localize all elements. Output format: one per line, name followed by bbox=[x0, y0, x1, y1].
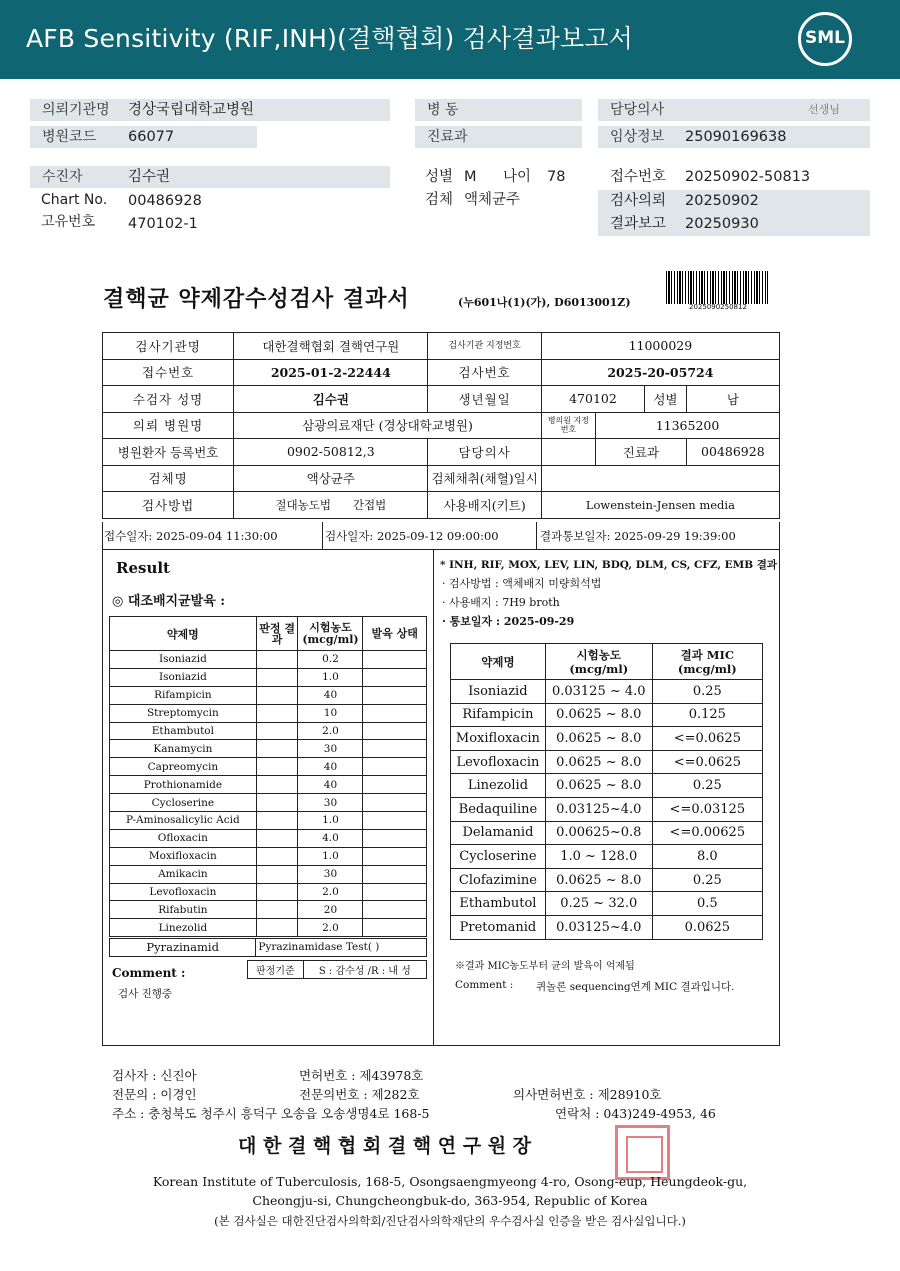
official-seal bbox=[615, 1125, 670, 1180]
header-cell: 발육 상태 bbox=[363, 617, 427, 651]
clinical-info-value: 25090169638 bbox=[685, 129, 787, 145]
table-cell: Capreomycin bbox=[110, 758, 257, 776]
hospital-code-value: 66077 bbox=[128, 129, 175, 145]
chart-label: Chart No. bbox=[41, 192, 108, 208]
table-cell: Rifampicin bbox=[451, 703, 546, 727]
table-cell: 1.0 bbox=[298, 812, 363, 830]
cell: 검사번호 bbox=[428, 359, 541, 386]
divider bbox=[322, 522, 323, 550]
result-heading: Result bbox=[116, 559, 170, 577]
table-cell: Moxifloxacin bbox=[451, 727, 546, 751]
table-row bbox=[110, 794, 427, 812]
doctor-suffix: 선생님 bbox=[808, 103, 840, 116]
pza-row bbox=[109, 938, 427, 957]
cell: 생년월일 bbox=[428, 386, 541, 413]
table-cell: P-Aminosalicylic Acid bbox=[110, 812, 257, 830]
patient-row: 수진자 bbox=[30, 166, 390, 188]
table-cell: Ofloxacin bbox=[110, 829, 257, 847]
info-table bbox=[102, 332, 780, 519]
table-row bbox=[451, 868, 763, 892]
pza-test: Pyrazinamidase Test( ) bbox=[256, 939, 427, 957]
table-cell: Pretomanid bbox=[451, 915, 546, 939]
table-cell: Linezolid bbox=[110, 919, 257, 937]
table-row bbox=[110, 722, 427, 740]
table-cell: 0.0625 ~ 8.0 bbox=[545, 868, 652, 892]
table-cell bbox=[363, 847, 427, 865]
table-cell: Levofloxacin bbox=[110, 883, 257, 901]
table-cell: Isoniazid bbox=[110, 651, 257, 669]
specimen-value: 액체균주 bbox=[464, 192, 521, 208]
table-cell: 0.25 ~ 32.0 bbox=[545, 892, 652, 916]
table-cell bbox=[363, 704, 427, 722]
table-cell bbox=[256, 829, 298, 847]
english-address-1: Korean Institute of Tuberculosis, 168-5, Osongsaengmyeong 4-ro, Osong-eup, Heungdeok-gu, bbox=[152, 1174, 748, 1189]
table-row bbox=[451, 774, 763, 798]
table-cell: Levofloxacin bbox=[451, 750, 546, 774]
table-cell: 2.0 bbox=[298, 883, 363, 901]
table-cell: 40 bbox=[298, 776, 363, 794]
table-cell bbox=[256, 919, 298, 937]
table-cell: Streptomycin bbox=[110, 704, 257, 722]
table-cell: 0.25 bbox=[652, 868, 762, 892]
table-row bbox=[110, 847, 427, 865]
report-label: 결과보고 bbox=[610, 216, 667, 232]
table-row bbox=[110, 901, 427, 919]
cell: 접수번호 bbox=[103, 359, 234, 386]
table-cell bbox=[363, 686, 427, 704]
table-cell: 0.2 bbox=[298, 651, 363, 669]
table-cell: 0.0625 ~ 8.0 bbox=[545, 727, 652, 751]
table-cell: <=0.00625 bbox=[652, 821, 762, 845]
table-cell: 0.0625 ~ 8.0 bbox=[545, 774, 652, 798]
table-cell: 0.03125~4.0 bbox=[545, 915, 652, 939]
table-cell: 2.0 bbox=[298, 919, 363, 937]
table-cell bbox=[256, 847, 298, 865]
table-row bbox=[451, 680, 763, 704]
organization-name: 대 한 결 핵 협 회 결 핵 연 구 원 장 bbox=[238, 1135, 532, 1157]
sml-logo: SML bbox=[798, 12, 852, 66]
table-cell: Linezolid bbox=[451, 774, 546, 798]
cell: 470102 bbox=[541, 386, 644, 413]
table-cell: 0.25 bbox=[652, 680, 762, 704]
table-cell: <=0.0625 bbox=[652, 727, 762, 751]
certification: (본 검사실은 대한진단검사의학회/진단검사의학재단의 우수검사실 인증을 받은 검사실입니다.) bbox=[214, 1214, 686, 1228]
cell: 남 bbox=[686, 386, 779, 413]
table-cell: Amikacin bbox=[110, 865, 257, 883]
cell bbox=[541, 465, 779, 492]
sex-label: 성별 bbox=[425, 169, 454, 185]
table-cell: Moxifloxacin bbox=[110, 847, 257, 865]
table-row bbox=[451, 797, 763, 821]
table-row bbox=[110, 812, 427, 830]
table-cell: 30 bbox=[298, 865, 363, 883]
table-row bbox=[110, 829, 427, 847]
divider bbox=[433, 550, 434, 1046]
table-row bbox=[451, 750, 763, 774]
table-cell bbox=[363, 829, 427, 847]
table-row bbox=[110, 883, 427, 901]
specimen-label: 검체 bbox=[425, 192, 454, 208]
table-cell bbox=[256, 758, 298, 776]
table-cell bbox=[256, 686, 298, 704]
table-cell: <=0.03125 bbox=[652, 797, 762, 821]
table-cell: 1.0 bbox=[298, 847, 363, 865]
age-value: 78 bbox=[547, 169, 566, 185]
cell: 병원환자 등록번호 bbox=[103, 439, 234, 466]
cell: 진료과 bbox=[596, 439, 687, 466]
receipt-value: 20250902-50813 bbox=[685, 169, 811, 185]
cell: 액상균주 bbox=[234, 465, 428, 492]
tester: 검사자 : 신진아 bbox=[112, 1068, 197, 1083]
cell: 김수권 bbox=[234, 386, 428, 413]
cell: 11365200 bbox=[596, 412, 780, 439]
table-cell: Isoniazid bbox=[110, 668, 257, 686]
table-row bbox=[110, 686, 427, 704]
table-cell: <=0.0625 bbox=[652, 750, 762, 774]
patient-name: 김수권 bbox=[128, 169, 171, 185]
physician-license: 의사면허번호 : 제28910호 bbox=[513, 1087, 662, 1102]
notify-date: 결과통보일자: 2025-09-29 19:39:00 bbox=[540, 529, 736, 543]
report-value: 20250930 bbox=[685, 216, 759, 232]
tester-license: 면허번호 : 제43978호 bbox=[299, 1068, 424, 1083]
chart-value: 00486928 bbox=[128, 193, 202, 209]
table-row bbox=[451, 727, 763, 751]
table-cell: Ethambutol bbox=[110, 722, 257, 740]
header-cell: 판정 결과 bbox=[256, 617, 298, 651]
unique-label: 고유번호 bbox=[41, 214, 96, 230]
criteria-box bbox=[247, 960, 427, 979]
table-cell: 0.03125~4.0 bbox=[545, 797, 652, 821]
table-cell: 1.0 ~ 128.0 bbox=[545, 845, 652, 869]
sex-value: M bbox=[464, 169, 477, 185]
table-cell: Rifabutin bbox=[110, 901, 257, 919]
unique-value: 470102-1 bbox=[128, 216, 198, 232]
medium-line: · 사용배지 : 7H9 broth bbox=[442, 596, 560, 609]
table-cell: Delamanid bbox=[451, 821, 546, 845]
criteria-value: S : 감수성 /R : 내 성 bbox=[303, 961, 426, 979]
receipt-label: 접수번호 bbox=[610, 169, 667, 185]
table-row bbox=[110, 668, 427, 686]
table-cell: Cycloserine bbox=[110, 794, 257, 812]
cell: 절대농도법 간접법 bbox=[234, 492, 428, 519]
institution-row: 의뢰기관명 bbox=[30, 99, 390, 121]
hospital-code-row: 병원코드 bbox=[30, 126, 257, 148]
table-row bbox=[110, 740, 427, 758]
doctor-row: 담당의사 bbox=[598, 99, 870, 121]
table-cell bbox=[363, 668, 427, 686]
table-cell: 30 bbox=[298, 740, 363, 758]
table-cell: 0.0625 ~ 8.0 bbox=[545, 703, 652, 727]
receipt-date: 접수일자: 2025-09-04 11:30:00 bbox=[104, 529, 278, 543]
table-cell bbox=[363, 812, 427, 830]
criteria-label: 판정기준 bbox=[248, 961, 304, 979]
drugs-line: * INH, RIF, MOX, LEV, LIN, BDQ, DLM, CS, CFZ, EMB 결과 bbox=[440, 559, 778, 571]
table-cell: Rifampicin bbox=[110, 686, 257, 704]
method-line: · 검사방법 : 액체배지 미량희석법 bbox=[442, 577, 602, 590]
table-cell bbox=[363, 883, 427, 901]
left-comment: 검사 진행중 bbox=[118, 988, 173, 1000]
table-row bbox=[110, 758, 427, 776]
table-cell: Cycloserine bbox=[451, 845, 546, 869]
control-growth: ◎ 대조배지균발육 : bbox=[112, 594, 226, 609]
table-cell bbox=[363, 901, 427, 919]
table-cell bbox=[363, 758, 427, 776]
table-cell bbox=[363, 865, 427, 883]
table-cell: 20 bbox=[298, 901, 363, 919]
clinical-info-row: 임상정보 bbox=[598, 126, 870, 148]
cell: 담당의사 bbox=[428, 439, 541, 466]
cell: 삼광의료재단 (경상대학교병원) bbox=[234, 412, 542, 439]
table-cell bbox=[256, 794, 298, 812]
cell: 성별 bbox=[645, 386, 687, 413]
table-cell bbox=[363, 740, 427, 758]
request-label: 검사의뢰 bbox=[610, 193, 667, 209]
table-row bbox=[110, 651, 427, 669]
table-cell: 0.03125 ~ 4.0 bbox=[545, 680, 652, 704]
table-cell bbox=[256, 812, 298, 830]
table-row bbox=[110, 704, 427, 722]
table-cell bbox=[256, 901, 298, 919]
table-row bbox=[451, 915, 763, 939]
cell: 사용배지(키트) bbox=[428, 492, 541, 519]
institution-value: 경상국립대학교병원 bbox=[128, 102, 255, 118]
table-cell: Bedaquiline bbox=[451, 797, 546, 821]
cell bbox=[541, 439, 595, 466]
mic-table bbox=[450, 643, 763, 940]
specialist: 전문의 : 이경인 bbox=[112, 1087, 197, 1102]
table-cell: Kanamycin bbox=[110, 740, 257, 758]
cell: Lowenstein-Jensen media bbox=[541, 492, 779, 519]
table-row bbox=[110, 865, 427, 883]
table-cell: 2.0 bbox=[298, 722, 363, 740]
table-cell bbox=[256, 776, 298, 794]
mic-note: ※결과 MIC농도부터 균의 발육이 억제됨 bbox=[455, 961, 635, 972]
table-cell: Ethambutol bbox=[451, 892, 546, 916]
table-cell: 0.00625~0.8 bbox=[545, 821, 652, 845]
doc-title: 결핵균 약제감수성검사 결과서 bbox=[103, 286, 410, 312]
cell: 2025-20-05724 bbox=[541, 359, 779, 386]
table-cell bbox=[256, 865, 298, 883]
report-header bbox=[0, 0, 900, 79]
table-cell bbox=[256, 883, 298, 901]
notify-line: · 통보일자 : 2025-09-29 bbox=[442, 615, 575, 628]
barcode bbox=[666, 271, 768, 304]
cell: 대한결핵협회 결핵연구원 bbox=[234, 333, 428, 360]
table-cell: 1.0 bbox=[298, 668, 363, 686]
table-cell: 0.5 bbox=[652, 892, 762, 916]
report-title: AFB Sensitivity (RIF,INH)(결핵협회) 검사결과보고서 bbox=[26, 24, 634, 53]
table-cell: Clofazimine bbox=[451, 868, 546, 892]
table-cell bbox=[363, 722, 427, 740]
solid-medium-table bbox=[109, 616, 427, 937]
cell: 검사기관 지정번호 bbox=[428, 333, 541, 360]
table-cell bbox=[256, 740, 298, 758]
table-row bbox=[451, 821, 763, 845]
table-cell: 0.25 bbox=[652, 774, 762, 798]
cell: 검사기관명 bbox=[103, 333, 234, 360]
ward-label: 병 동 bbox=[415, 99, 582, 121]
right-comment-label: Comment : bbox=[455, 979, 514, 991]
table-cell bbox=[256, 722, 298, 740]
table-cell: 40 bbox=[298, 686, 363, 704]
table-row bbox=[451, 703, 763, 727]
header-cell: 약제명 bbox=[451, 644, 546, 680]
table-cell bbox=[363, 776, 427, 794]
table-cell bbox=[363, 919, 427, 937]
cell: 11000029 bbox=[541, 333, 779, 360]
table-cell: 8.0 bbox=[652, 845, 762, 869]
barcode-text: 2025090250812 bbox=[689, 303, 747, 311]
table-cell: Prothionamide bbox=[110, 776, 257, 794]
cell: 0902-50812,3 bbox=[234, 439, 428, 466]
right-comment: 퀴놀론 sequencing연계 MIC 결과입니다. bbox=[536, 981, 735, 993]
request-value: 20250902 bbox=[685, 193, 759, 209]
cell: 의뢰 병원명 bbox=[103, 412, 234, 439]
table-cell: 30 bbox=[298, 794, 363, 812]
cell: 수검자 성명 bbox=[103, 386, 234, 413]
table-cell: 0.0625 ~ 8.0 bbox=[545, 750, 652, 774]
english-address-2: Cheongju-si, Chungcheongbuk-do, 363-954, Republic of Korea bbox=[252, 1193, 648, 1208]
table-row bbox=[110, 919, 427, 937]
phone: 연락처 : 043)249-4953, 46 bbox=[555, 1106, 716, 1121]
table-cell: 0.0625 bbox=[652, 915, 762, 939]
age-label: 나이 bbox=[503, 169, 532, 185]
department-label: 진료과 bbox=[415, 126, 582, 148]
header-cell: 약제명 bbox=[110, 617, 257, 651]
address: 주소 : 충청북도 청주시 흥덕구 오송읍 오송생명4로 168-5 bbox=[112, 1106, 430, 1121]
specialist-number: 전문의번호 : 제282호 bbox=[299, 1087, 420, 1102]
cell: 검사방법 bbox=[103, 492, 234, 519]
table-cell bbox=[363, 651, 427, 669]
header-cell: 결과 MIC (mcg/ml) bbox=[652, 644, 762, 680]
cell: 2025-01-2-22444 bbox=[234, 359, 428, 386]
table-row bbox=[451, 845, 763, 869]
header-cell: 시험농도 (mcg/ml) bbox=[545, 644, 652, 680]
pza-name: Pyrazinamid bbox=[110, 939, 256, 957]
left-comment-label: Comment : bbox=[112, 966, 186, 980]
cell: 00486928 bbox=[686, 439, 779, 466]
table-cell: Isoniazid bbox=[451, 680, 546, 704]
divider bbox=[536, 522, 537, 550]
table-cell bbox=[256, 704, 298, 722]
cell: 병의원 지정번호 bbox=[541, 412, 595, 439]
header-cell: 시험농도 (mcg/ml) bbox=[298, 617, 363, 651]
table-cell: 40 bbox=[298, 758, 363, 776]
table-cell: 0.125 bbox=[652, 703, 762, 727]
table-cell bbox=[256, 651, 298, 669]
table-cell: 10 bbox=[298, 704, 363, 722]
cell: 검체채취(채혈)일시 bbox=[428, 465, 541, 492]
table-cell: 4.0 bbox=[298, 829, 363, 847]
doc-title-code: (누601나(1)(가), D6013001Z) bbox=[458, 296, 631, 309]
table-row bbox=[110, 776, 427, 794]
cell: 검체명 bbox=[103, 465, 234, 492]
table-row bbox=[451, 892, 763, 916]
table-cell bbox=[256, 668, 298, 686]
table-cell bbox=[363, 794, 427, 812]
test-date: 검사일자: 2025-09-12 09:00:00 bbox=[325, 529, 499, 543]
